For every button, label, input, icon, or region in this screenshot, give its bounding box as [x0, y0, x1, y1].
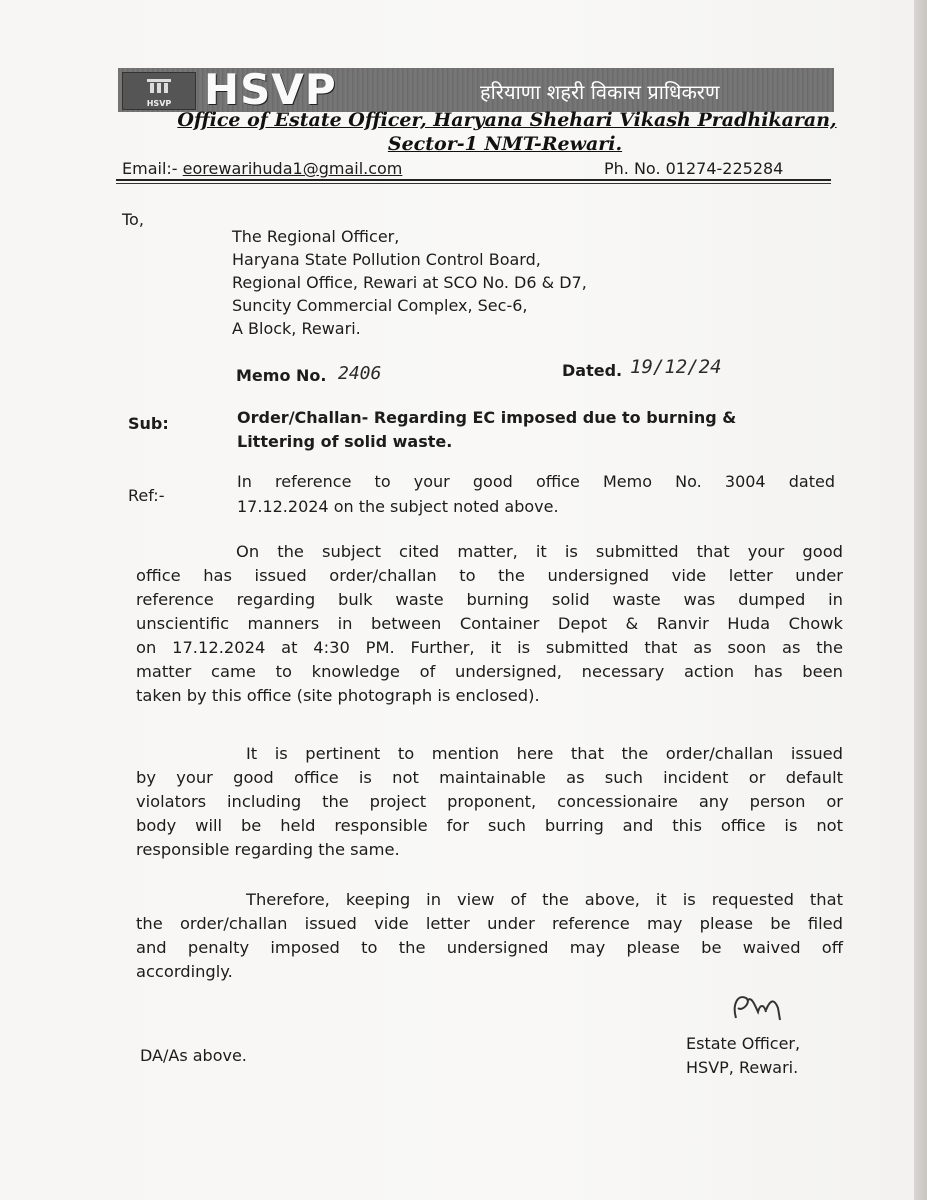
- org-hindi-name: हरियाणा शहरी विकास प्राधिकरण: [480, 80, 720, 104]
- addressee-line: Suncity Commercial Complex, Sec-6,: [232, 296, 528, 315]
- header-rule: [116, 179, 831, 181]
- signatory-office: HSVP, Rewari.: [686, 1058, 799, 1077]
- para3-line: the order/challan issued vide letter under reference may please be filed: [136, 914, 843, 933]
- para3-line: Therefore, keeping in view of the above, it is requested that: [246, 890, 843, 909]
- para1-line: taken by this office (site photograph is enclosed).: [136, 686, 540, 705]
- logo-caption: HSVP: [146, 99, 172, 108]
- hsvp-logo: [122, 72, 196, 110]
- para1-line: unscientific manners in between Container Depot & Ranvir Huda Chowk: [136, 614, 843, 633]
- signatory-title: Estate Officer,: [686, 1034, 801, 1053]
- email-link[interactable]: eorewarihuda1@gmail.com: [182, 159, 403, 178]
- email-line: [122, 158, 402, 180]
- email-label: Email:-: [122, 159, 178, 178]
- addressee-line: A Block, Rewari.: [232, 319, 361, 338]
- paragraph-2: [136, 742, 843, 862]
- para2-line: It is pertinent to mention here that the order/challan issued: [246, 744, 843, 763]
- para2-line: responsible regarding the same.: [136, 840, 400, 859]
- para1-line: matter came to knowledge of undersigned, necessary action has been: [136, 662, 843, 681]
- para3-line: accordingly.: [136, 962, 233, 981]
- addressee-line: Regional Office, Rewari at SCO No. D6 & D7,: [232, 273, 587, 292]
- paragraph-3: [136, 888, 843, 984]
- dated-label: Dated.: [562, 361, 623, 380]
- para1-line: office has issued order/challan to the undersigned vide letter under: [136, 566, 843, 585]
- memo-number: 2406: [338, 363, 382, 384]
- ref-line2: 17.12.2024 on the subject noted above.: [237, 497, 559, 516]
- addressee-line: The Regional Officer,: [232, 227, 400, 246]
- para1-line: reference regarding bulk waste burning solid waste was dumped in: [136, 590, 843, 609]
- enclosure-note: DA/As above.: [140, 1046, 247, 1065]
- building-icon: [145, 75, 173, 97]
- phone-number: Ph. No. 01274-225284: [604, 159, 784, 178]
- ref-label: Ref:-: [128, 486, 165, 505]
- para2-line: violators including the project proponent, concessionaire any person or: [136, 792, 843, 811]
- para2-line: by your good office is not maintainable as such incident or default: [136, 768, 843, 787]
- org-short-name: HSVP: [204, 65, 337, 114]
- ref-text-line1: In reference to your good office Memo No. 3004 dated: [237, 472, 835, 491]
- addressee-line: Haryana State Pollution Control Board,: [232, 250, 541, 269]
- paragraph-1: [136, 540, 843, 708]
- signature-mark: [728, 990, 788, 1026]
- addressee-block: [232, 225, 587, 340]
- subject-label: Sub:: [128, 414, 169, 433]
- office-title-line2: Sector-1 NMT-Rewari.: [387, 133, 623, 155]
- subject-line2: Littering of solid waste.: [237, 432, 453, 451]
- header-rule-thin: [116, 183, 831, 184]
- page-edge: [914, 0, 927, 1200]
- para1-line: on 17.12.2024 at 4:30 PM. Further, it is submitted that as soon as the: [136, 638, 843, 657]
- memo-label: Memo No.: [236, 366, 327, 385]
- to-label: To,: [122, 210, 144, 229]
- dated-value: 19/12/24: [630, 356, 722, 378]
- para1-line: On the subject cited matter, it is submitted that your good: [236, 542, 843, 561]
- subject-line1: Order/Challan- Regarding EC imposed due to burning &: [237, 408, 737, 427]
- para3-line: and penalty imposed to the undersigned may please be waived off: [136, 938, 843, 957]
- office-title-line1: Office of Estate Officer, Haryana Shehari Vikash Pradhikaran,: [177, 109, 837, 131]
- para2-line: body will be held responsible for such burring and this office is not: [136, 816, 843, 835]
- ref-line1: [237, 470, 835, 493]
